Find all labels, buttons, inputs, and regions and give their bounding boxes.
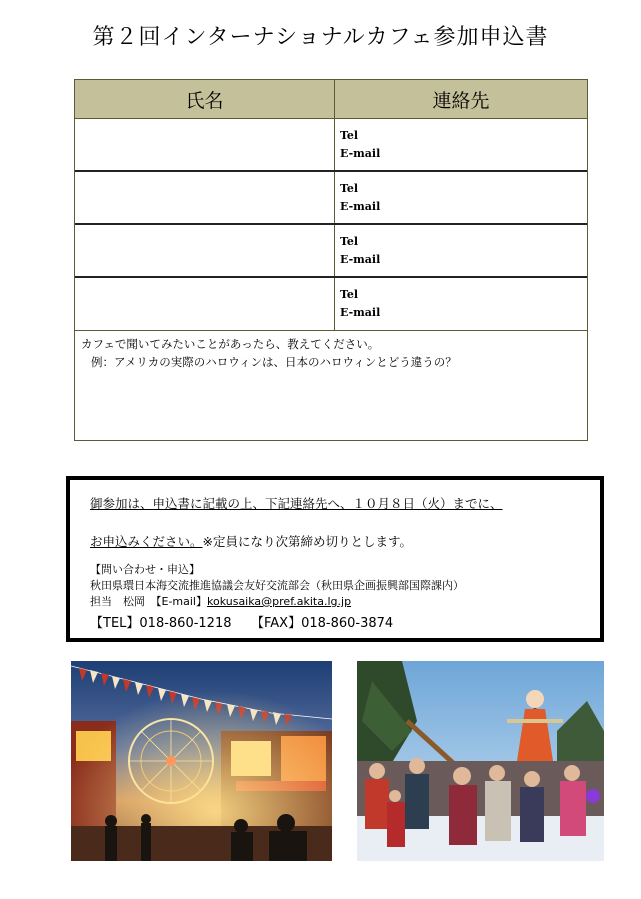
name-cell[interactable] [75, 119, 335, 170]
notice-line2-underlined: お申込みください。 [90, 534, 203, 549]
header-contact: 連絡先 [432, 89, 490, 112]
notice-box [66, 476, 604, 642]
question-example: 例：アメリカの実際のハロウィンは、日本のハロウィンとどう違うの？ [91, 355, 457, 369]
table-header [75, 80, 587, 119]
email-label: E-mail [340, 306, 381, 319]
header-name: 氏名 [75, 80, 335, 118]
tel-label: Tel [340, 288, 359, 301]
inquiry-heading: 【問い合わせ・申込】 [90, 563, 200, 576]
page-title: 第２回インターナショナルカフェ参加申込書 [92, 25, 549, 50]
table-row [75, 172, 587, 225]
email-label: E-mail [340, 147, 381, 160]
table-row [75, 119, 587, 172]
application-table [74, 79, 588, 441]
name-cell[interactable] [75, 172, 335, 223]
contact-cell[interactable] [335, 172, 587, 223]
table-row [75, 225, 587, 278]
email-link[interactable]: kokusaika@pref.akita.lg.jp [207, 595, 352, 608]
email-label: E-mail [340, 200, 381, 213]
notice-line2 [90, 532, 580, 550]
tel-fax: 【TEL】018-860-1218 【FAX】018-860-3874 [90, 616, 394, 631]
notice-line2-rest: ※定員になり次第締め切りとします。 [202, 534, 412, 549]
contact-line [90, 594, 580, 610]
contact-cell[interactable] [335, 225, 587, 276]
name-cell[interactable] [75, 278, 335, 330]
notice-line1: 御参加は、申込書に記載の上、下記連絡先へ、１０月８日（火）までに、 [90, 496, 503, 511]
winter-festival-photo [357, 661, 604, 861]
tel-label: Tel [340, 182, 359, 195]
name-cell[interactable] [75, 225, 335, 276]
question-area[interactable] [75, 331, 587, 375]
carnival-photo [71, 661, 332, 861]
organization: 秋田県環日本海交流推進協議会友好交流部会（秋田県企画振興部国際課内） [90, 579, 464, 592]
question-prompt: カフェで聞いてみたいことがあったら、教えてください。 [81, 337, 380, 351]
email-label: E-mail [340, 253, 381, 266]
tel-label: Tel [340, 129, 359, 142]
contact-cell[interactable] [335, 119, 587, 170]
tel-label: Tel [340, 235, 359, 248]
contact-cell[interactable] [335, 278, 587, 330]
contact-prefix: 担当 松岡 【E-mail】 [90, 595, 207, 608]
table-row [75, 278, 587, 331]
